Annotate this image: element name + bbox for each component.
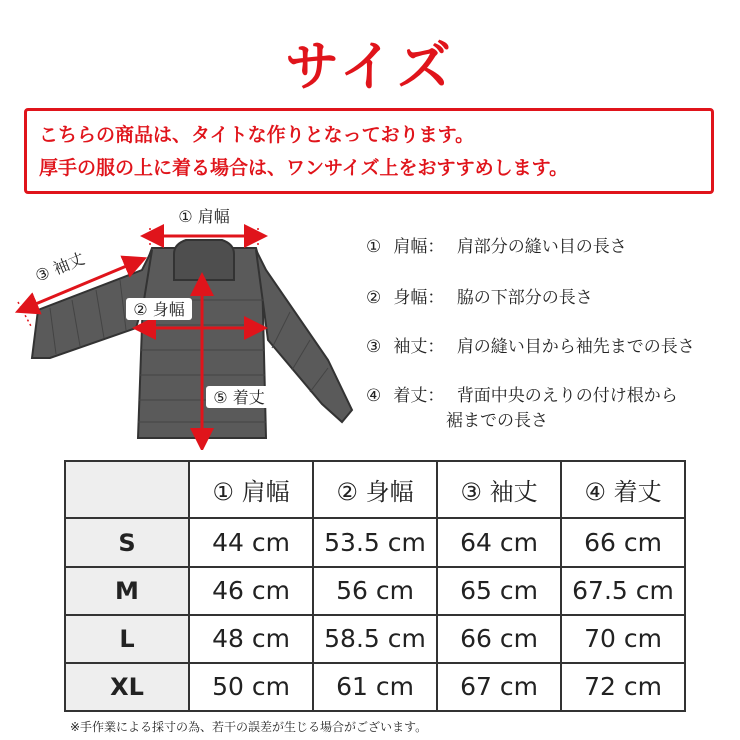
jacket-diagram <box>10 200 360 450</box>
desc-num: ④ <box>366 386 382 406</box>
desc-num: ① <box>366 237 382 257</box>
label-sleeve: ③ 袖丈 <box>32 248 88 286</box>
desc-sleeve <box>366 332 695 357</box>
size-table <box>64 460 686 712</box>
desc-shoulder <box>366 232 627 257</box>
desc-text: 肩部分の縫い目の長さ <box>456 237 627 257</box>
jacket-collar-shape <box>174 240 234 280</box>
desc-label: 袖丈： <box>393 337 445 357</box>
table-row <box>65 518 685 566</box>
label-shoulder: ① 肩幅 <box>178 207 230 226</box>
table-cell: 53.5 cm <box>313 518 437 566</box>
table-cell: 67.5 cm <box>561 567 685 615</box>
table-cell: 66 cm <box>561 518 685 566</box>
table-cell: 56 cm <box>313 567 437 615</box>
desc-chest <box>366 283 593 308</box>
page-title: サイズ <box>285 35 455 98</box>
size-label: S <box>65 518 189 566</box>
desc-num: ③ <box>366 337 382 357</box>
footnote: ※手作業による採寸の為、若干の誤差が生じる場合がございます。 <box>70 720 428 734</box>
table-row <box>65 663 685 711</box>
label-length: ⑤ 着丈 <box>213 388 265 407</box>
table-cell: 46 cm <box>189 567 313 615</box>
size-label: L <box>65 615 189 663</box>
desc-length <box>366 381 678 406</box>
table-cell: 70 cm <box>561 615 685 663</box>
table-cell: 61 cm <box>313 663 437 711</box>
table-header-sleeve: ③ 袖丈 <box>437 461 561 518</box>
table-cell: 50 cm <box>189 663 313 711</box>
desc-label: 着丈： <box>393 386 445 406</box>
table-cell: 44 cm <box>189 518 313 566</box>
table-cell: 65 cm <box>437 567 561 615</box>
table-cell: 66 cm <box>437 615 561 663</box>
desc-text: 肩の縫い目から袖先までの長さ <box>456 337 695 357</box>
table-row <box>65 567 685 615</box>
table-header-shoulder: ① 肩幅 <box>189 461 313 518</box>
notice-line-2: 厚手の服の上に着る場合は、ワンサイズ上をおすすめします。 <box>39 157 569 179</box>
size-label: M <box>65 567 189 615</box>
table-cell: 67 cm <box>437 663 561 711</box>
desc-num: ② <box>366 288 382 308</box>
fit-notice <box>24 108 714 194</box>
desc-label: 肩幅： <box>393 237 445 257</box>
table-header-length: ④ 着丈 <box>561 461 685 518</box>
table-cell: 72 cm <box>561 663 685 711</box>
desc-label: 身幅： <box>393 288 445 308</box>
desc-text: 脇の下部分の長さ <box>456 288 593 308</box>
size-label: XL <box>65 663 189 711</box>
desc-text: 背面中央のえりの付け根から <box>456 386 678 406</box>
table-cell: 58.5 cm <box>313 615 437 663</box>
label-chest: ② 身幅 <box>133 300 185 319</box>
table-header-row <box>65 461 685 518</box>
notice-line-1: こちらの商品は、タイトな作りとなっております。 <box>39 124 475 146</box>
table-cell: 48 cm <box>189 615 313 663</box>
desc-length-line-2: 裾までの長さ <box>446 411 548 431</box>
table-cell: 64 cm <box>437 518 561 566</box>
table-header-corner <box>65 461 189 518</box>
table-header-chest: ② 身幅 <box>313 461 437 518</box>
table-row <box>65 615 685 663</box>
